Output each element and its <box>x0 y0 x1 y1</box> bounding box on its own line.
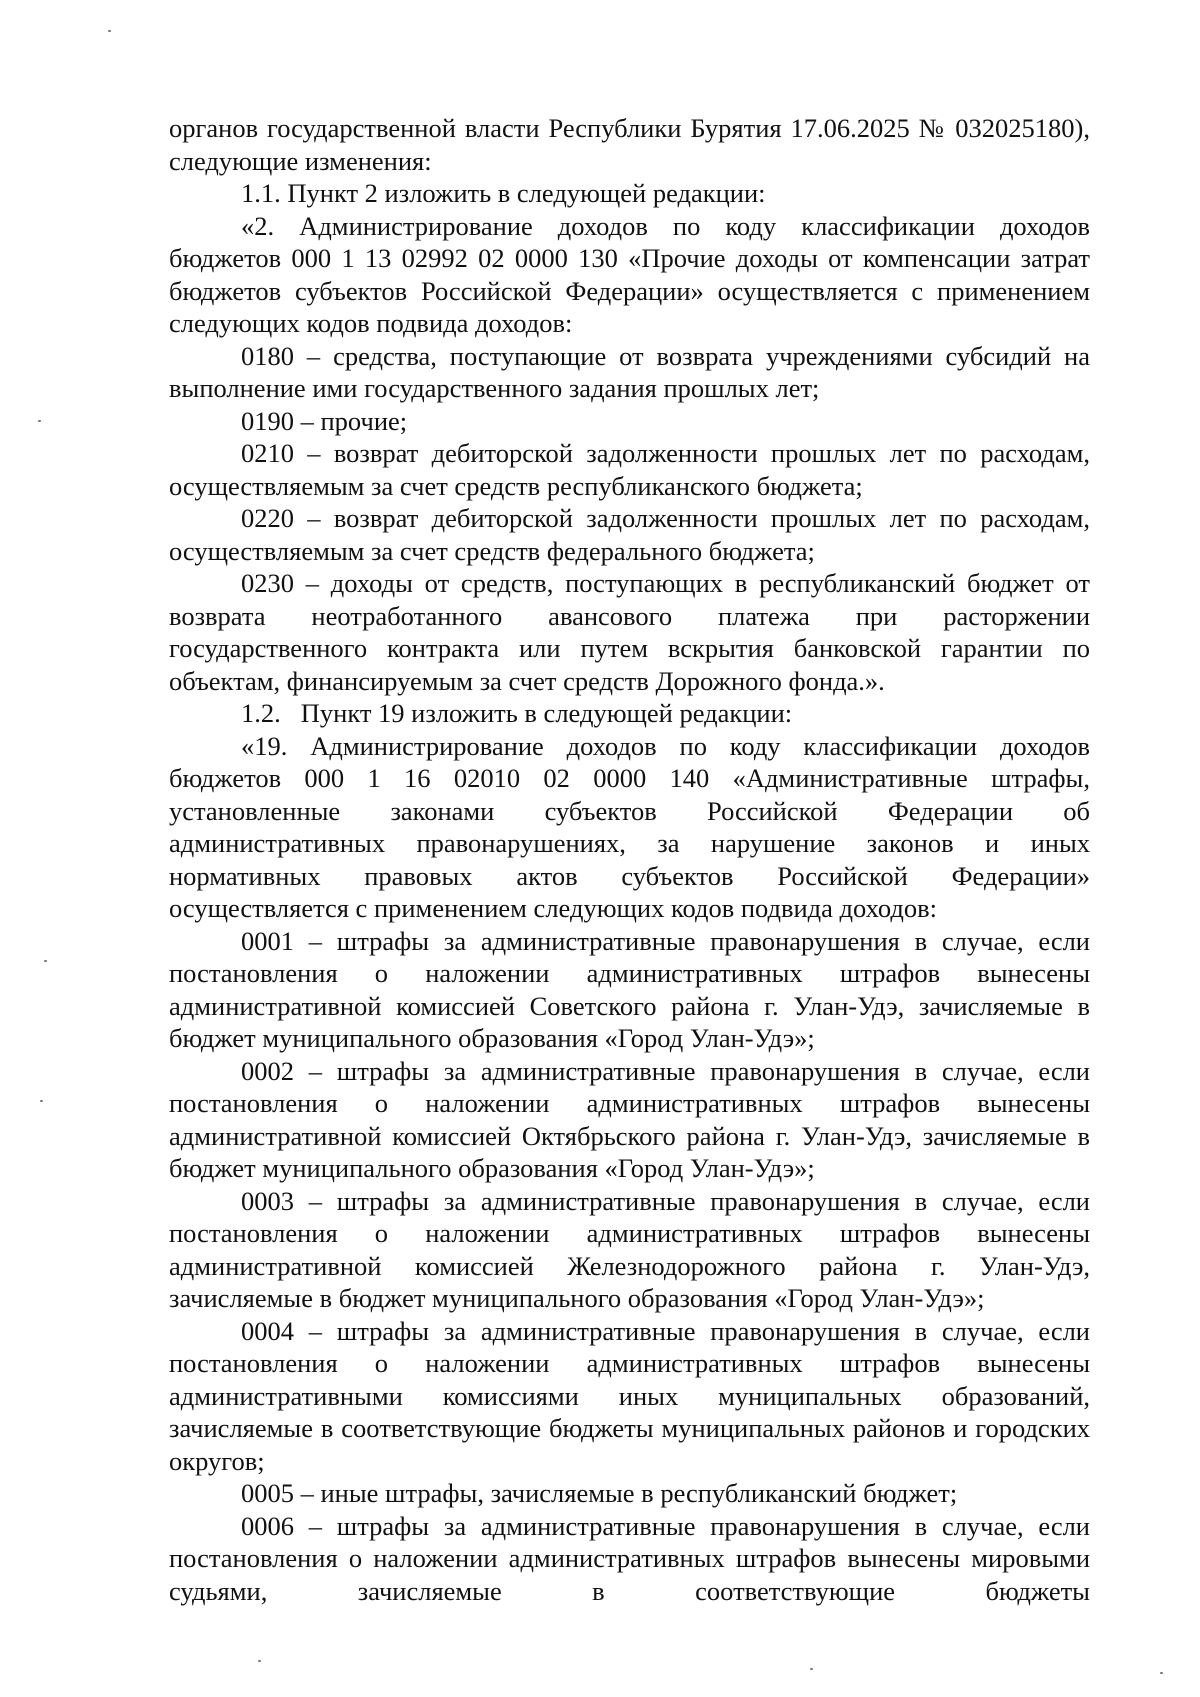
scan-speck <box>810 1668 813 1670</box>
paragraph-code-0005: 0005 – иные штрафы, зачисляемые в республиканский бюджет; <box>241 1478 958 1508</box>
paragraph-intro: органов государственной власти Республики Бурятия 17.06.2025 № 032025180), следующие изменения: <box>169 113 1090 176</box>
paragraph-code-0180: 0180 – средства, поступающие от возврата учреждениями субсидий на выполнение ими государственного задания прошлых лет; <box>169 340 1090 403</box>
paragraph-item-1-2 <box>169 697 1090 730</box>
paragraph-code-0230: 0230 – доходы от средств, поступающих в республиканский бюджет от возврата неотработанного авансового платежа при расторжении государственного контракта или путем вскрытия банковской гарантии по объектам, финансируемым за счет средств Дорожного фонда.». <box>169 568 1090 696</box>
paragraph-code-0220: 0220 – возврат дебиторской задолженности прошлых лет по расходам, осуществляемым за счет средств федерального бюджета; <box>169 503 1090 566</box>
paragraph-code-0190: 0190 – прочие; <box>241 405 408 436</box>
paragraph-code-0006: 0006 – штрафы за административные правонарушения в случае, если постановления о наложении административных штрафов вынесены мировыми судьями, зачисляемые в соответствующие бюджеты <box>169 1510 1090 1606</box>
scan-speck <box>258 1660 261 1662</box>
item-number: 1.2. <box>241 698 281 728</box>
scan-speck <box>40 1100 43 1102</box>
paragraph-code-0001: 0001 – штрафы за административные правонарушения в случае, если постановления о наложении административных штрафов вынесены административной комиссией Советского района г. Улан-Удэ, зачисляемые в бюджет муниципального образования «Город Улан-Удэ»; <box>169 925 1090 1053</box>
paragraph-code-0004: 0004 – штрафы за административные правонарушения в случае, если постановления о наложении административных штрафов вынесены административными комиссиями иных муниципальных образований, зачисляемые в соответствующие бюджеты муниципальных районов и городских округов; <box>169 1315 1090 1476</box>
paragraph-code-0210: 0210 – возврат дебиторской задолженности прошлых лет по расходам, осуществляемым за счет средств республиканского бюджета; <box>169 438 1090 501</box>
scan-speck <box>44 960 47 962</box>
item-text: Пункт 19 изложить в следующей редакции: <box>300 698 793 728</box>
scan-speck <box>108 30 111 32</box>
scan-speck <box>38 420 41 422</box>
scan-speck <box>1160 1672 1163 1674</box>
paragraph-item-1-1: 1.1. Пункт 2 изложить в следующей редакции: <box>241 178 766 208</box>
paragraph-code-0002: 0002 – штрафы за административные правонарушения в случае, если постановления о наложении административных штрафов вынесены административной комиссией Октябрьского района г. Улан-Удэ, зачисляемые в бюджет муниципального образования «Город Улан-Удэ»; <box>169 1055 1090 1183</box>
paragraph-code-0003: 0003 – штрафы за административные правонарушения в случае, если постановления о наложении административных штрафов вынесены административной комиссией Железнодорожного района г. Улан-Удэ, зачисляемые в бюджет муниципального образования «Город Улан-Удэ»; <box>169 1185 1090 1313</box>
document-page <box>169 112 1090 1607</box>
paragraph-clause-19: «19. Администрирование доходов по коду классификации доходов бюджетов 000 1 16 02010 02 0000 140 «Административные штрафы, установленные законами субъектов Российской Федерации об административных правонарушениях, за нарушение законов и иных нормативных правовых актов субъектов Российской Федерации» осуществляется с применением следующих кодов подвида доходов: <box>169 730 1090 923</box>
paragraph-clause-2: «2. Администрирование доходов по коду классификации доходов бюджетов 000 1 13 02992 02 0000 130 «Прочие доходы от компенсации затрат бюджетов субъектов Российской Федерации» осуществляется с применением следующих кодов подвида доходов: <box>169 210 1090 338</box>
